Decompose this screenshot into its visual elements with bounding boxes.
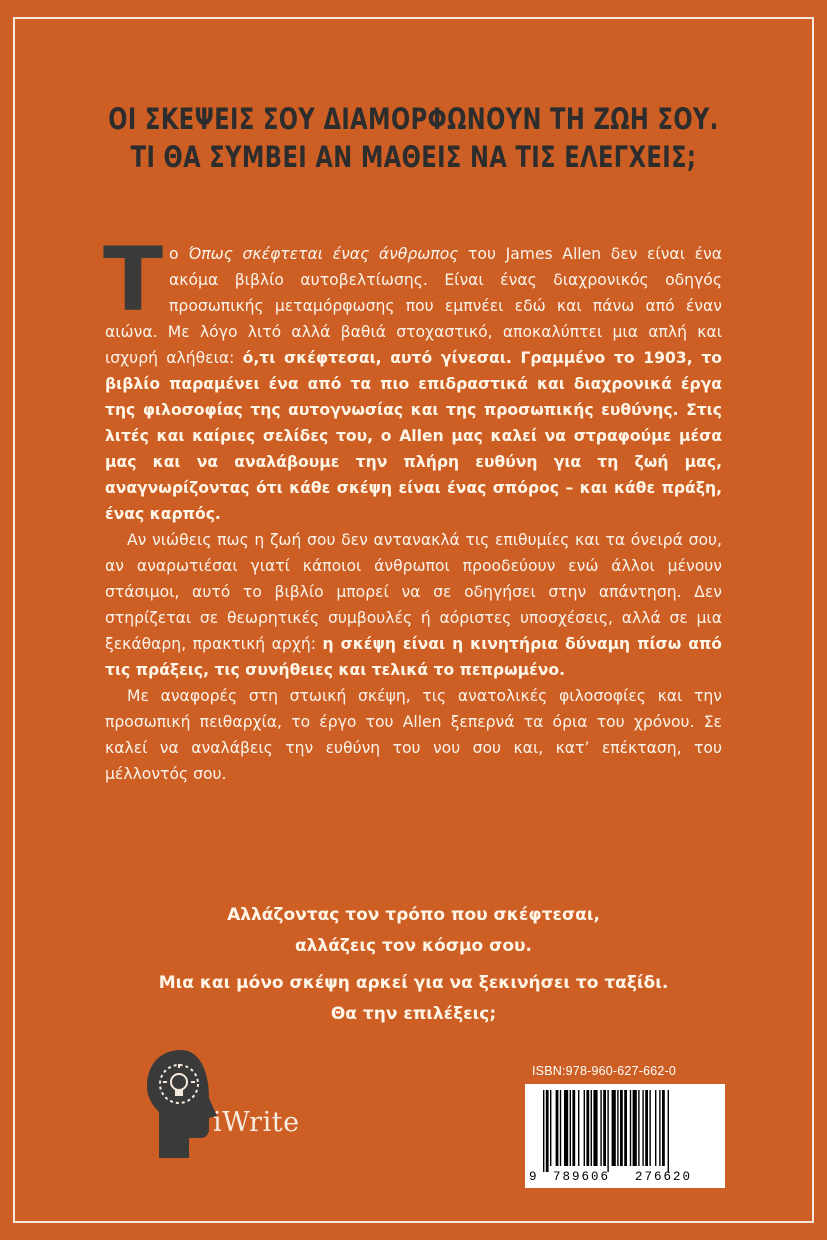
barcode-bar	[645, 1090, 648, 1166]
closing-quote-1	[0, 900, 827, 962]
barcode-bar	[600, 1090, 601, 1166]
drop-cap: T	[103, 228, 164, 331]
isbn-label: ISBN:978-960-627-662-0	[532, 1064, 677, 1078]
barcode-bar	[668, 1090, 669, 1172]
blurb-p1-lead: ο	[169, 245, 189, 263]
barcode-bar	[564, 1090, 568, 1166]
closing-quote-2-line-2: Θα την επιλέξεις;	[330, 1004, 497, 1024]
barcode-bar	[607, 1090, 608, 1172]
closing-quote-1-line-1: Αλλάζοντας τον τρόπο που σκέφτεσαι,	[227, 905, 600, 925]
barcode-bar	[556, 1090, 559, 1166]
head-lightbulb-icon	[143, 1046, 223, 1166]
blurb-p1-bold: ό,τι σκέφτεσαι, αυτό γίνεσαι. Γραμμένο το 1903, το βιβλίο παραμένει ένα από τα πιο επιδραστικά και διαχρονικά έργα της φιλοσοφίας της αυτογνωσίας και της προσωπικής ευθύνης. Στις λιτές και καίριες σελίδες του, ο Allen μας καλεί να στραφούμε μέσα μας και να αναλάβουμε την πλήρη ευθύνη για τη ζωή μας, αναγνωρίζοντας ότι κάθε σκέψη είναι ένας σπόρος – και κάθε πράξη, ένας καρπός.	[105, 349, 722, 523]
barcode-bar	[659, 1090, 660, 1166]
blurb-paragraph-3: Με αναφορές στη στωική σκέψη, τις ανατολικές φιλοσοφίες και την προσωπική πειθαρχία, το έργο του Allen ξεπερνά τα όρια του χρόνου. Σε καλεί να αναλάβεις την ευθύνη του νου σου και, κατ’ επέκταση, του μέλλοντός σου.	[105, 687, 722, 783]
isbn-barcode	[525, 1084, 725, 1188]
barcode-bar	[638, 1090, 639, 1166]
barcode-bar	[662, 1090, 665, 1166]
barcode-digits	[525, 1170, 725, 1186]
barcode-bar	[586, 1090, 589, 1166]
barcode-bar	[550, 1090, 551, 1166]
headline-line-2: ΤΙ ΘΑ ΣΥΜΒΕΙ ΑΝ ΜΑΘΕΙΣ ΝΑ ΤΙΣ ΕΛΕΓΧΕΙΣ;	[130, 140, 697, 174]
barcode-digits-right: 276620	[635, 1170, 693, 1184]
barcode-bar	[572, 1090, 575, 1166]
barcode-bar	[655, 1090, 656, 1166]
book-title-italic: Όπως σκέφτεται ένας άνθρωπος	[188, 245, 459, 263]
headline-line-1: ΟΙ ΣΚΕΨΕΙΣ ΣΟΥ ΔΙΑΜΟΡΦΩΝΟΥΝ ΤΗ ΖΩΗ ΣΟΥ.	[108, 102, 719, 136]
barcode-bar	[633, 1090, 637, 1166]
barcode-digits-left: 789606	[553, 1170, 611, 1184]
barcode-bar	[543, 1090, 544, 1172]
blurb-p2-bold: η σκέψη είναι η κινητήρια δύναμη πίσω από τις πράξεις, τις συνήθειες και τελικά το πεπρωμένο.	[105, 635, 722, 679]
headline	[91, 100, 736, 176]
barcode-bar	[649, 1090, 650, 1166]
barcode-digit-first: 9	[529, 1170, 537, 1184]
closing-quote-2-line-1: Μια και μόνο σκέψη αρκεί για να ξεκινήσει το ταξίδι.	[158, 973, 669, 993]
barcode-bar	[570, 1090, 571, 1166]
barcode-bar	[560, 1090, 561, 1166]
blurb-p1-text: του James Allen δεν είναι ένα ακόμα βιβλίο αυτοβελτίωσης. Είναι ένας διαχρονικός οδηγός προσωπικής μεταμόρφωσης που εμπνέει εδώ και πάνω από έναν αιώνα. Με λόγο λιτό αλλά βαθιά στοχαστικό, αποκαλύπτει μια απλή και ισχυρή αλήθεια:	[105, 245, 723, 367]
barcode-bars	[525, 1084, 725, 1174]
barcode-bar	[584, 1090, 585, 1166]
blurb-p2-text: Αν νιώθεις πως η ζωή σου δεν αντανακλά τις επιθυμίες και τα όνειρά σου, αν αναρωτιέσαι γιατί κάποιοι άνθρωποι προοδεύουν ενώ άλλοι μένουν στάσιμοι, αυτό το βιβλίο μπορεί να σε οδηγήσει στην απάντηση. Δεν στηρίζεται σε θεωρητικές συμβουλές ή αόριστες υποσχέσεις, αλλά σε μια ξεκάθαρη, πρακτική αρχή:	[105, 531, 722, 653]
barcode-bar	[642, 1090, 643, 1166]
barcode-bar	[630, 1090, 631, 1166]
barcode-bar	[612, 1090, 616, 1166]
barcode-bar	[617, 1090, 618, 1166]
closing-quote-1-line-2: αλλάζεις τον κόσμο σου.	[295, 936, 532, 956]
barcode-bar	[593, 1090, 597, 1166]
blurb-text	[103, 228, 723, 787]
closing-quote-2	[0, 968, 827, 1030]
barcode-bar	[620, 1090, 623, 1166]
barcode-bar	[546, 1090, 549, 1172]
barcode-bar	[591, 1090, 592, 1166]
barcode-bar	[578, 1090, 579, 1166]
blurb-paragraph-2	[105, 527, 722, 683]
publisher-name: iWrite	[213, 1107, 300, 1138]
barcode-bar	[624, 1090, 627, 1166]
blurb-paragraph-1	[103, 228, 723, 527]
publisher-logo	[143, 1046, 343, 1166]
barcode-bar	[603, 1090, 606, 1166]
